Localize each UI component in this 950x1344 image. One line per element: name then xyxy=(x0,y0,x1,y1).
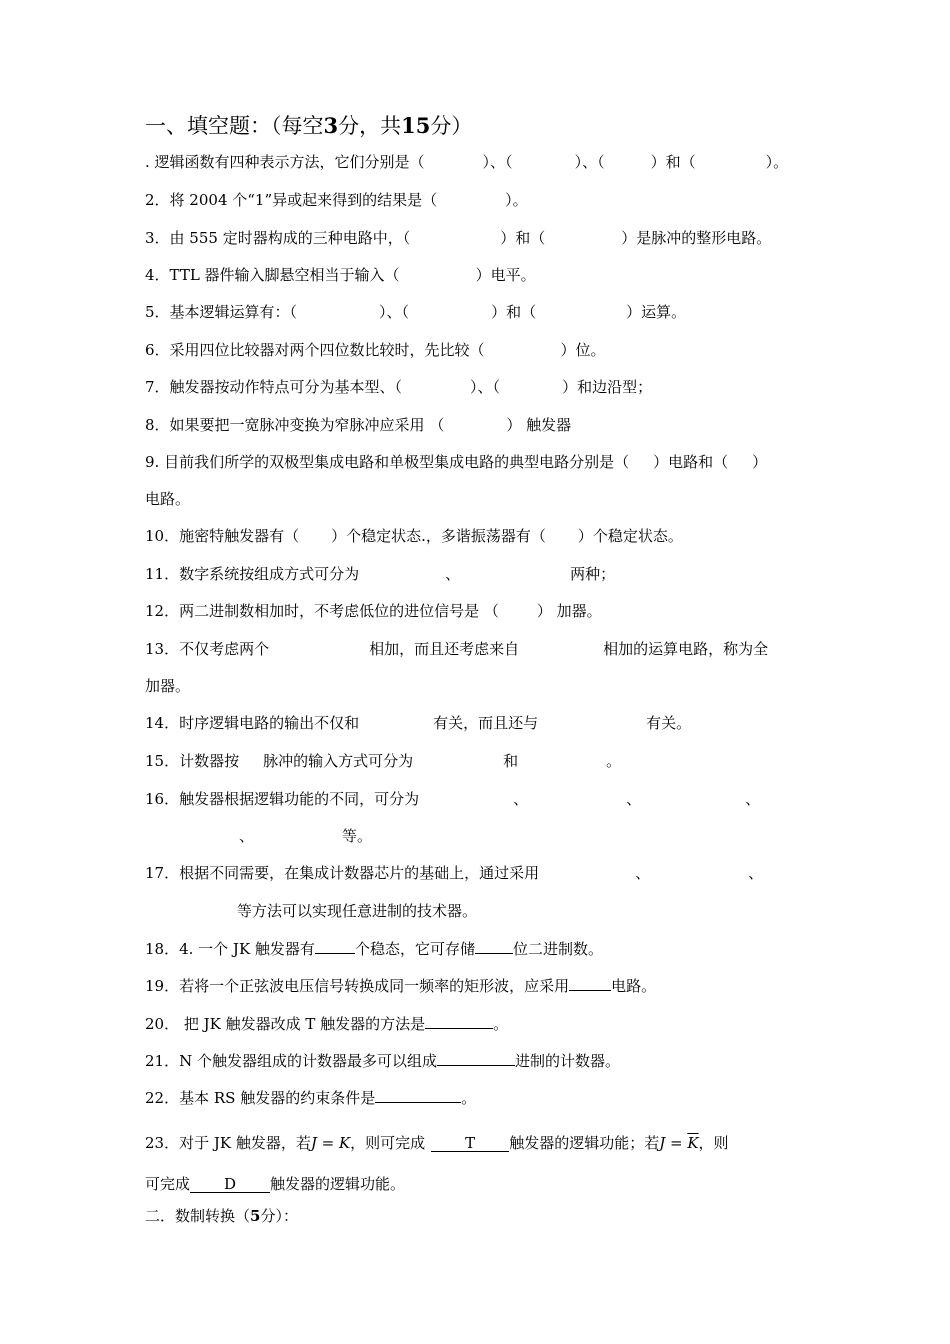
question-15: 15．计数器按 脉冲的输入方式可分为 和 。 xyxy=(145,752,622,770)
answer-blank-23-1: T xyxy=(431,1135,509,1152)
question-17: 17．根据不同需要，在集成计数器芯片的基础上，通过采用 、 、 xyxy=(145,864,764,882)
question-23: 23．对于 JK 触发器，若J = K，则可完成 T 触发器的逻辑功能；若$J = \overline{K}$，则 xyxy=(145,1134,729,1152)
question-21: 21．N 个触发器组成的计数器最多可以组成 进制的计数器。 xyxy=(145,1049,808,1071)
blank-21 xyxy=(437,1049,515,1066)
question-19: 19．若将一个正弦波电压信号转换成同一频率的矩形波，应采用 电路。 xyxy=(145,974,808,996)
question-12: 12．两二进制数相加时，不考虑低位的进位信号是 （ ） 加器。 xyxy=(145,602,602,620)
question-13: 13．不仅考虑两个 相加，而且还考虑来自 相加的运算电路，称为全 xyxy=(145,640,769,658)
question-14: 14．时序逻辑电路的输出不仅和 有关，而且还与 有关。 xyxy=(145,714,692,732)
section1-title: 一、填空题：（每空3分，共15分） xyxy=(145,113,473,138)
question-11: 11．数字系统按组成方式可分为 、 两种； xyxy=(145,565,616,583)
blank-18-2 xyxy=(475,937,513,954)
question-3: 3．由 555 定时器构成的三种电路中，（ ）和（ ）是脉冲的整形电路。 xyxy=(145,229,772,247)
question-23-continued: 可完成 D 触发器的逻辑功能。 xyxy=(145,1175,406,1193)
question-13-continued: 加器。 xyxy=(145,677,191,695)
blank-18-1 xyxy=(315,937,355,954)
blank-22 xyxy=(375,1086,461,1103)
question-9-continued: 电路。 xyxy=(145,490,191,508)
question-9: 9. 目前我们所学的双极型集成电路和单极型集成电路的典型电路分别是（ ）电路和（ ） xyxy=(145,453,768,471)
question-22: 22．基本 RS 触发器的约束条件是 。 xyxy=(145,1086,808,1108)
equation-j-equals-k: J = K xyxy=(310,1134,351,1152)
question-18: 18．4. 一个 JK 触发器有 个稳态，它可存储 位二进制数。 xyxy=(145,937,808,959)
equation-j-equals-not-k: $J = \overline{K}$ xyxy=(659,1134,699,1152)
section2-title: 二．数制转换（5分）： xyxy=(145,1207,298,1225)
question-16-continued: 、 等。 xyxy=(239,827,373,845)
question-17-continued: 等方法可以实现任意进制的技术器。 xyxy=(237,902,478,920)
question-16: 16．触发器根据逻辑功能的不同，可分为 、 、 、 xyxy=(145,790,761,808)
question-5: 5．基本逻辑运算有：（ ）、（ ）和（ ）运算。 xyxy=(145,303,687,321)
question-1: . 逻辑函数有四种表示方法，它们分别是（ ）、（ ）、（ ）和（ ）。 xyxy=(145,153,789,171)
question-6: 6．采用四位比较器对两个四位数比较时，先比较（ ）位。 xyxy=(145,341,606,359)
answer-blank-23-2: D xyxy=(190,1176,270,1193)
question-10: 10．施密特触发器有（ ）个稳定状态.，多谐振荡器有（ ）个稳定状态。 xyxy=(145,527,683,545)
question-2: 2．将 2004 个“1”异或起来得到的结果是（ ）。 xyxy=(145,191,528,209)
question-8: 8．如果要把一宽脉冲变换为窄脉冲应采用 （ ） 触发器 xyxy=(145,416,572,434)
blank-19 xyxy=(569,974,611,991)
question-20: 20． 把 JK 触发器改成 T 触发器的方法是 。 xyxy=(145,1012,808,1034)
question-4: 4．TTL 器件输入脚悬空相当于输入（ ）电平。 xyxy=(145,266,536,284)
question-7: 7．触发器按动作特点可分为基本型、（ ）、（ ）和边沿型； xyxy=(145,378,653,396)
blank-20 xyxy=(425,1012,493,1029)
